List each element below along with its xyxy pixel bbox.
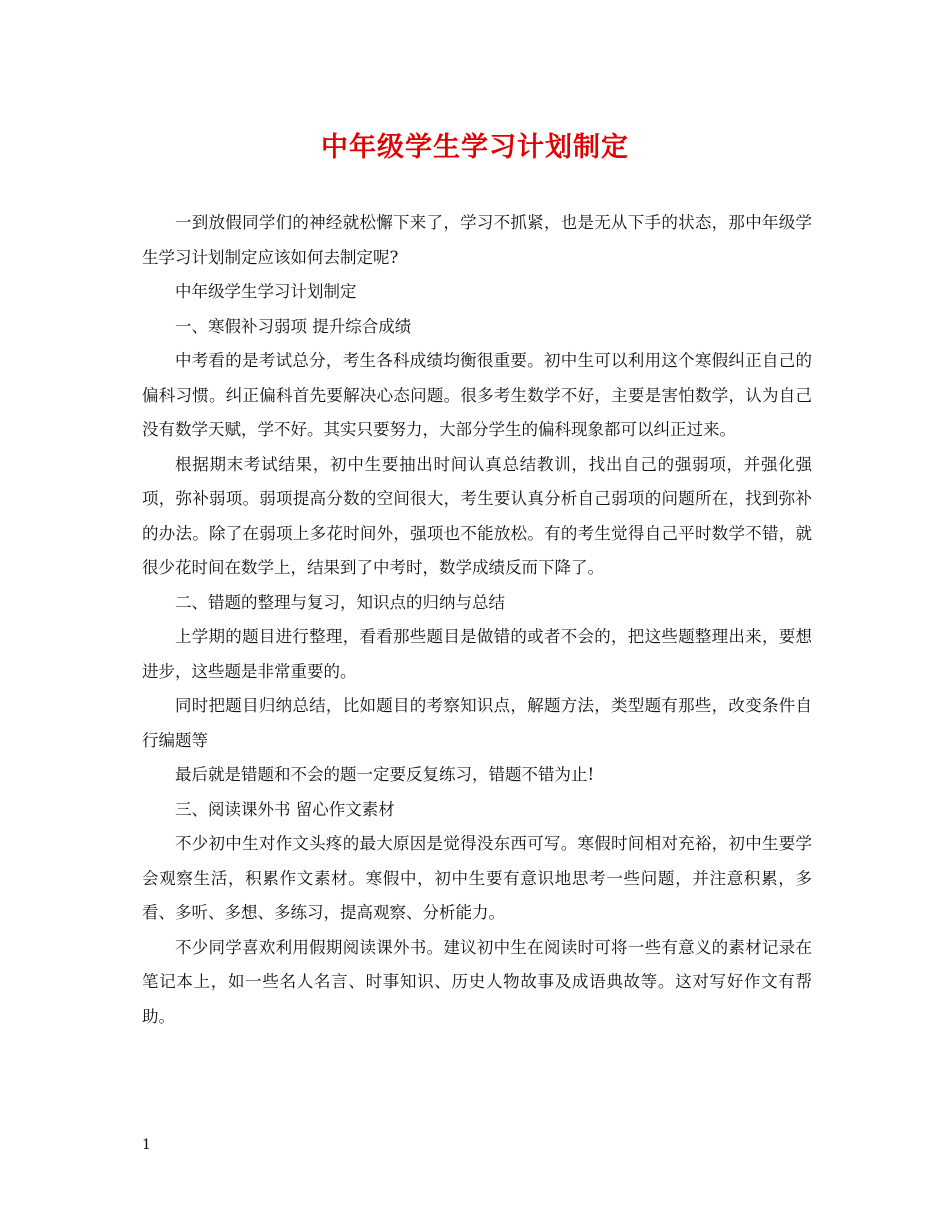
- section-heading-1: 一、寒假补习弱项 提升综合成绩: [175, 316, 412, 336]
- paragraph-intro: 一到放假同学们的神经就松懈下来了，学习不抓紧，也是无从下手的状态，那中年级学生学习计划制定应该如何去制定呢?: [142, 213, 812, 267]
- paragraph: 同时把题目归纳总结，比如题目的考察知识点，解题方法，类型题有那些，改变条件自行编题等: [142, 696, 812, 750]
- paragraph: 上学期的题目进行整理，看看那些题目是做错的或者不会的，把这些题整理出来，要想进步，这些题是非常重要的。: [142, 627, 812, 681]
- paragraph: 不少同学喜欢利用假期阅读课外书。建议初中生在阅读时可将一些有意义的素材记录在笔记本上，如一些名人名言、时事知识、历史人物故事及成语典故等。这对写好作文有帮助。: [142, 937, 812, 1026]
- paragraph: 不少初中生对作文头疼的最大原因是觉得没东西可写。寒假时间相对充裕，初中生要学会观察生活，积累作文素材。寒假中，初中生要有意识地思考一些问题，并注意积累，多看、多听、多想、多练习，提高观察、分析能力。: [142, 834, 812, 922]
- page-number: 1: [142, 1137, 151, 1153]
- paragraph: 最后就是错题和不会的题一定要反复练习，错题不错为止!: [175, 765, 595, 784]
- section-heading-2: 二、错题的整理与复习，知识点的归纳与总结: [175, 592, 505, 612]
- document-body: [142, 206, 812, 1034]
- paragraph-subtitle: 中年级学生学习计划制定: [175, 282, 357, 301]
- document-title: 中年级学生学习计划制定: [321, 132, 629, 163]
- section-heading-3: 三、阅读课外书 留心作文素材: [175, 799, 395, 819]
- paragraph: 中考看的是考试总分，考生各科成绩均衡很重要。初中生可以利用这个寒假纠正自己的偏科习惯。纠正偏科首先要解决心态问题。很多考生数学不好，主要是害怕数学，认为自己没有数学天赋，学不好。其实只要努力，大部分学生的偏科现象都可以纠正过来。: [142, 351, 812, 439]
- paragraph: 根据期末考试结果，初中生要抽出时间认真总结教训，找出自己的强弱项，并强化强项，弥补弱项。弱项提高分数的空间很大，考生要认真分析自己弱项的问题所在，找到弥补的办法。除了在弱项上多花时间外，强项也不能放松。有的考生觉得自己平时数学不错，就很少花时间在数学上，结果到了中考时，数学成绩反而下降了。: [142, 454, 812, 577]
